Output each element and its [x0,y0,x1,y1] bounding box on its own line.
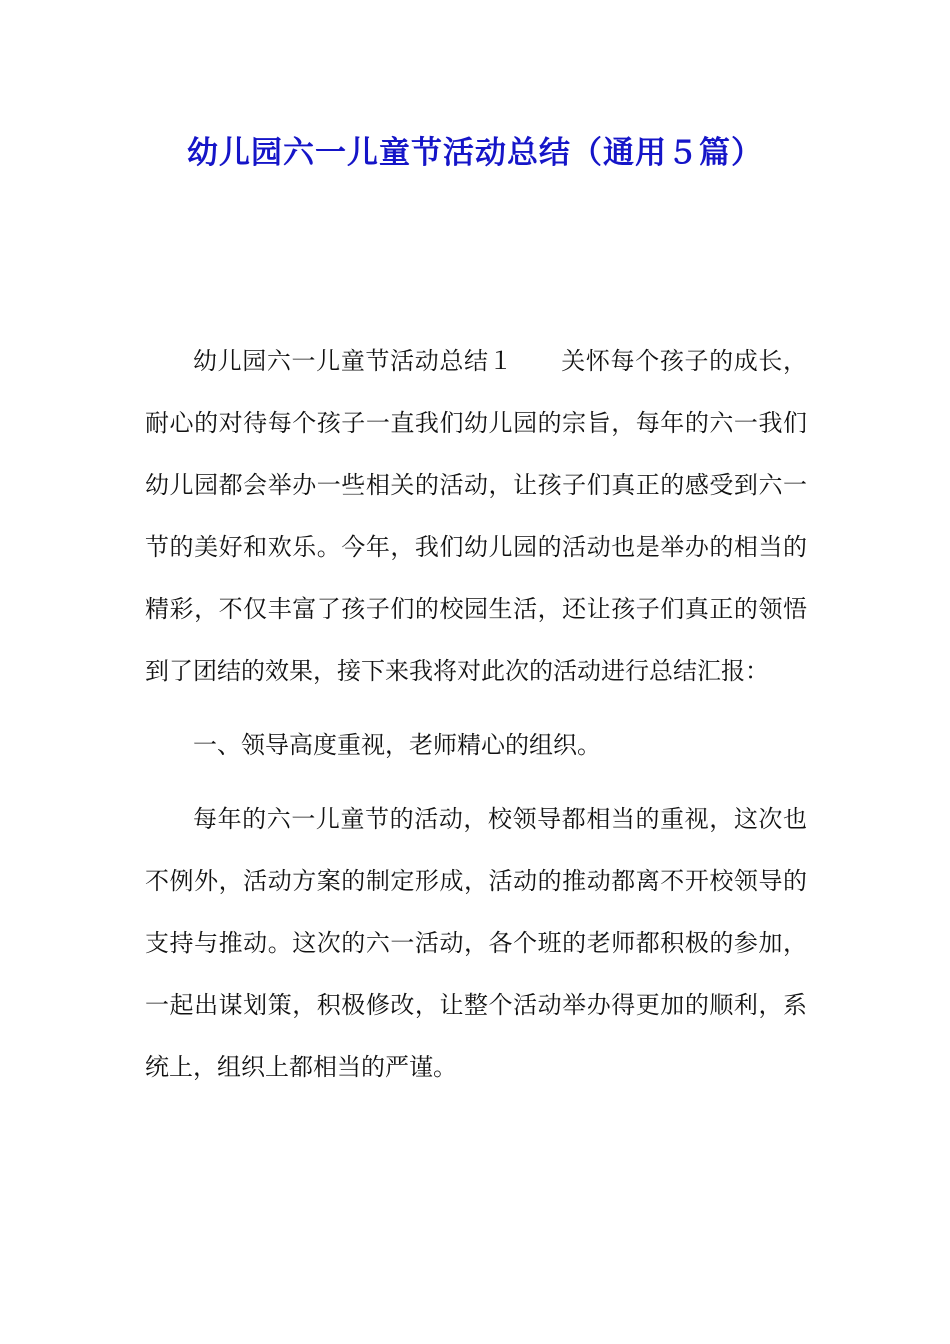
paragraph-body: 每年的六一儿童节的活动，校领导都相当的重视，这次也不例外，活动方案的制定形成，活动的推动都离不开校领导的支持与推动。这次的六一活动，各个班的老师都积极的参加，一起出谋划策，积极修改，让整个活动举办得更加的顺利，系统上，组织上都相当的严谨。 [145,805,807,1081]
paragraph-intro [145,330,807,702]
section-heading: 幼儿园六一儿童节活动总结１ [193,347,514,375]
document-title: 幼儿园六一儿童节活动总结（通用５篇） [187,135,763,171]
document-body [145,330,807,1098]
intro-text: 关怀每个孩子的成长，耐心的对待每个孩子一直我们幼儿园的宗旨，每年的六一我们幼儿园都会举办一些相关的活动，让孩子们真正的感受到六一节的美好和欢乐。今年，我们幼儿园的活动也是举办的相当的精彩，不仅丰富了孩子们的校园生活，还让孩子们真正的领悟到了团结的效果，接下来我将对此次的活动进行总结汇报： [145,347,808,685]
subheading: 一、领导高度重视，老师精心的组织。 [193,731,601,759]
